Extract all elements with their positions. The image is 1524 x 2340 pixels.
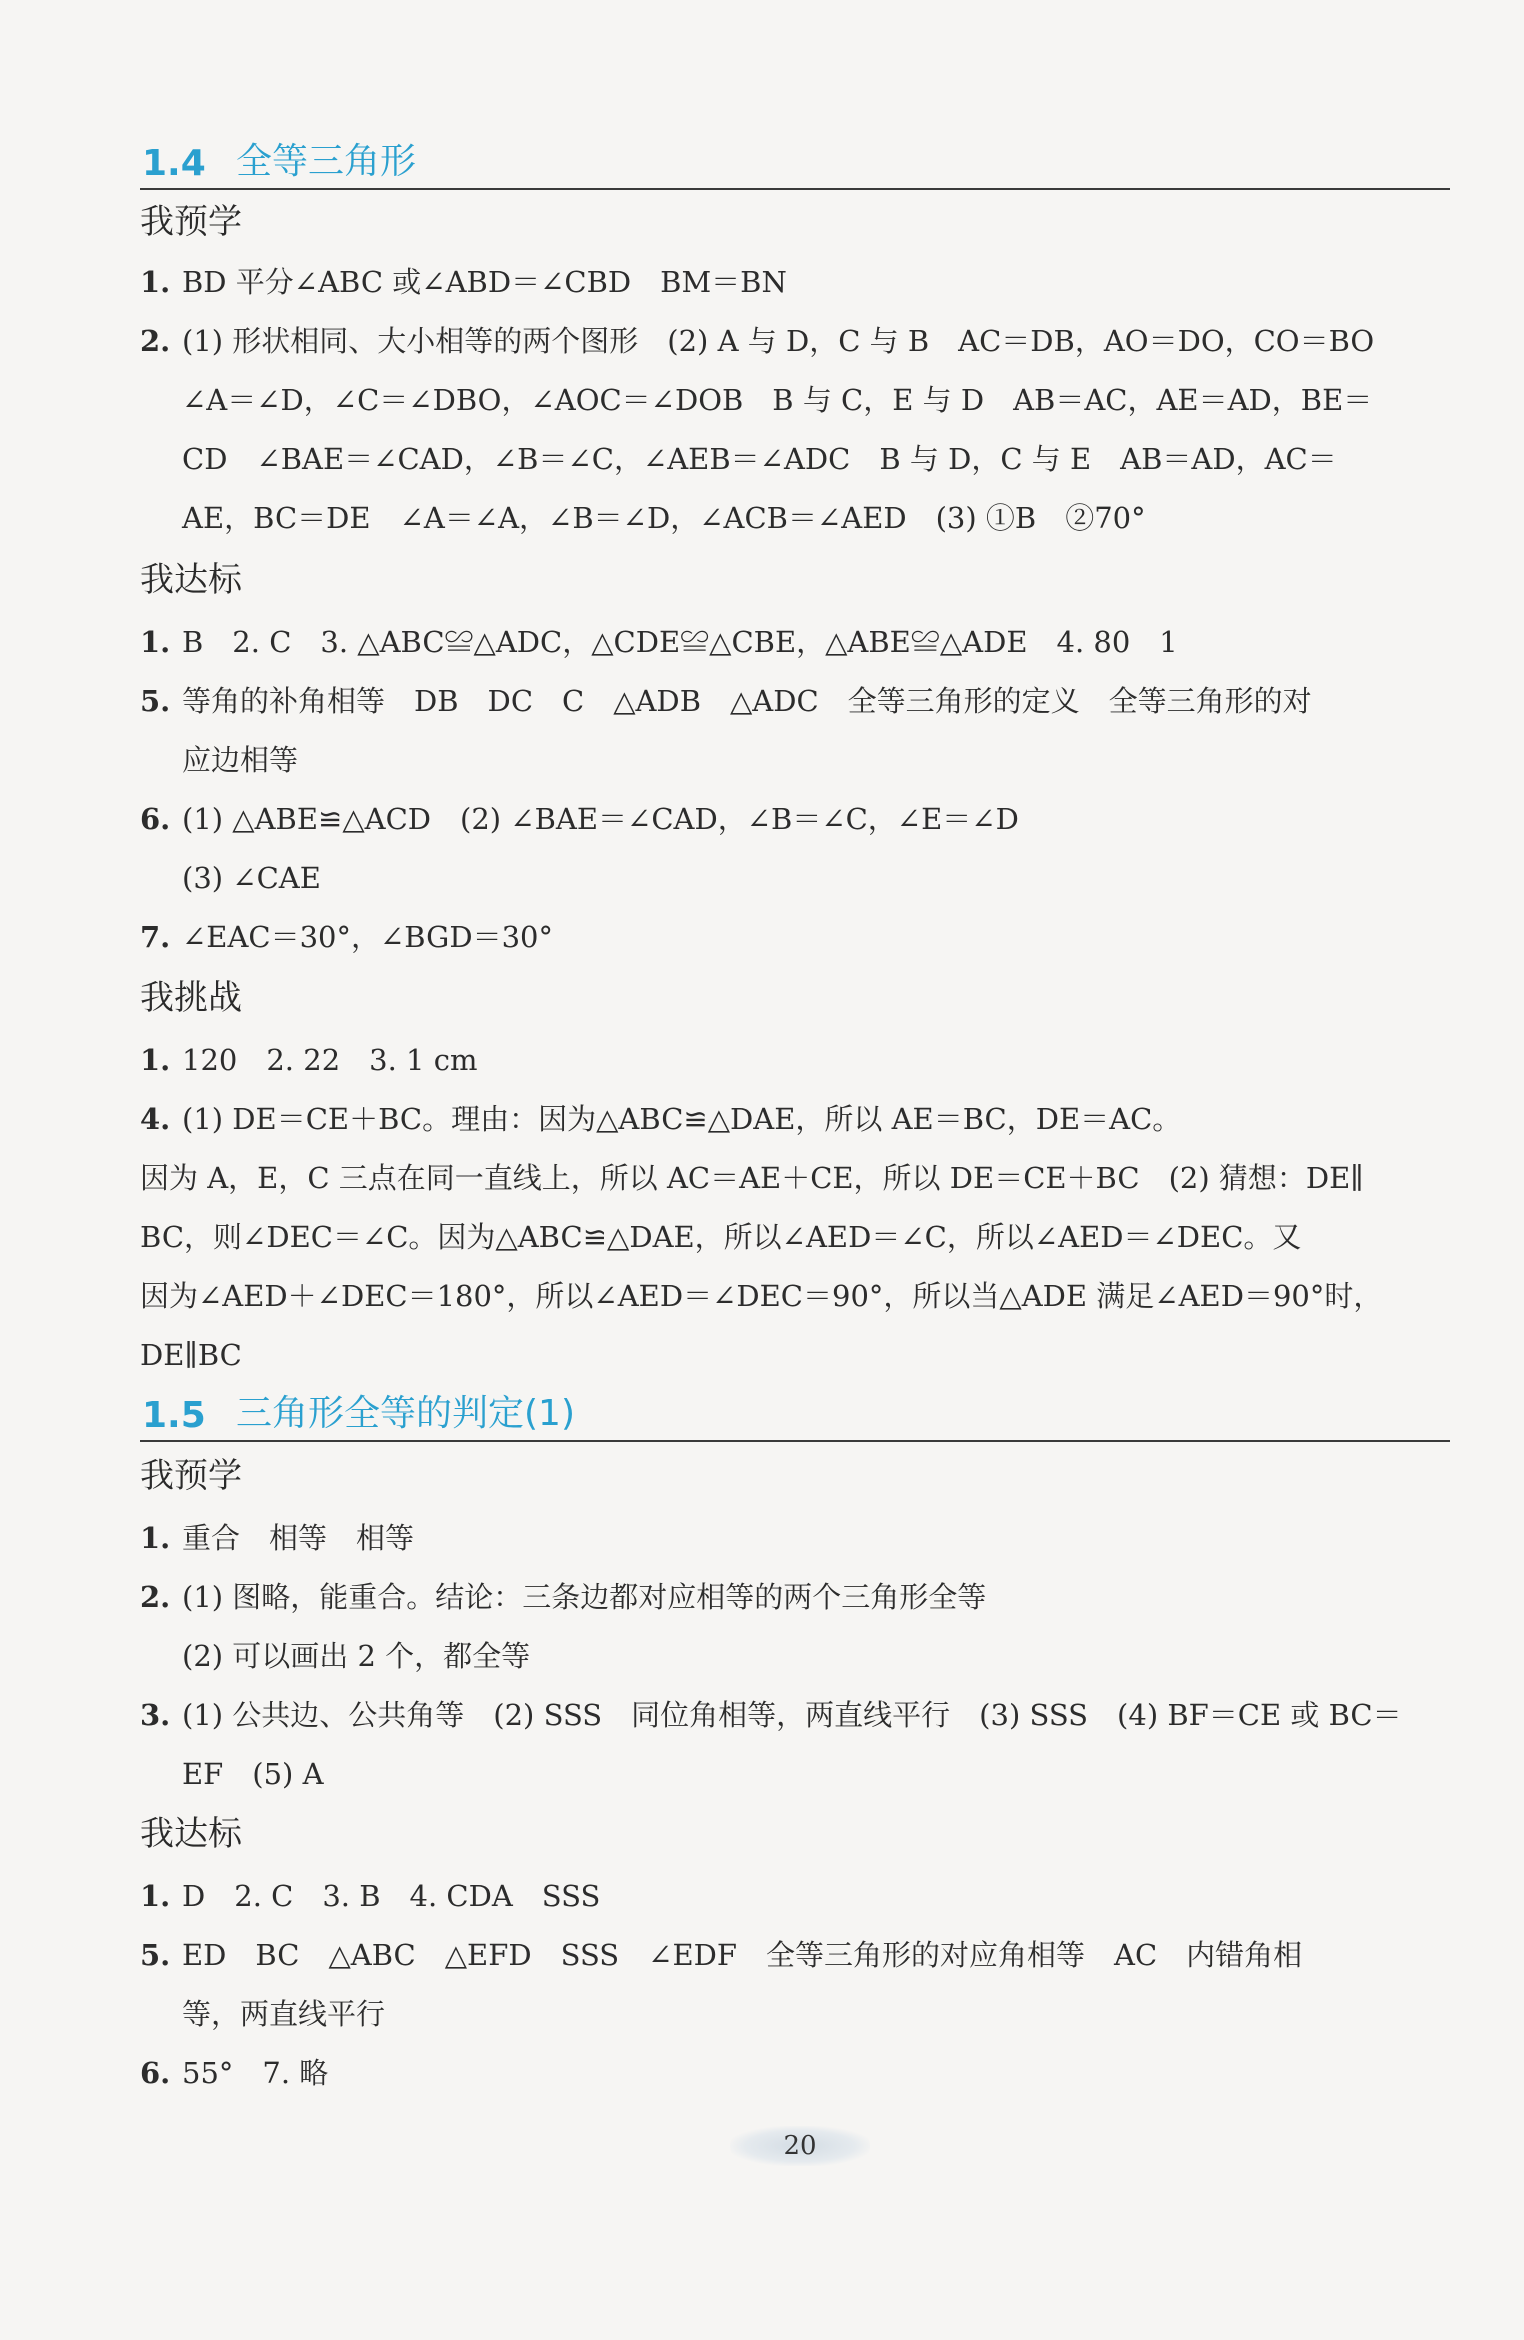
answer-line: CD ∠BAE＝∠CAD，∠B＝∠C，∠AEB＝∠ADC B 与 D，C 与 E AB＝AD，AC＝ [182,442,1337,476]
answer-line: 1. B 2. C 3. △ABC≌△ADC，△CDE≌△CBE，△ABE≌△ADE 4. 80 1 [140,625,1178,659]
subheading-standard: 我达标 [140,1814,242,1854]
answer-line: ∠A＝∠D，∠C＝∠DBO，∠AOC＝∠DOB B 与 C，E 与 D AB＝AC，AE＝AD，BE＝ [182,383,1373,417]
page-number: 20 [730,2126,870,2166]
answer-line: BC，则∠DEC＝∠C。因为△ABC≌△DAE，所以∠AED＝∠C，所以∠AED＝∠DEC。又 [140,1220,1302,1254]
subheading-standard: 我达标 [140,560,242,600]
answer-line: 2. (1) 图略，能重合。结论：三条边都对应相等的两个三角形全等 [140,1580,987,1614]
section-number: 1.5 [142,1395,206,1436]
answer-line: 3. (1) 公共边、公共角等 (2) SSS 同位角相等，两直线平行 (3) SSS (4) BF＝CE 或 BC＝ [140,1698,1402,1732]
answer-line: 7. ∠EAC＝30°，∠BGD＝30° [140,920,553,954]
answer-line: 4. (1) DE＝CE＋BC。理由：因为△ABC≌△DAE，所以 AE＝BC，DE＝AC。 [140,1102,1182,1136]
answer-line: 5. 等角的补角相等 DB DC C △ADB △ADC 全等三角形的定义 全等三角形的对 [140,684,1312,718]
answer-line: 6. (1) △ABE≌△ACD (2) ∠BAE＝∠CAD，∠B＝∠C，∠E＝∠D [140,802,1019,836]
answer-line: (2) 可以画出 2 个，都全等 [182,1639,531,1673]
answer-line: 1. D 2. C 3. B 4. CDA SSS [140,1879,601,1913]
answer-line: AE，BC＝DE ∠A＝∠A，∠B＝∠D，∠ACB＝∠AED (3) ①B ②70° [182,501,1146,535]
answer-line: 5. ED BC △ABC △EFD SSS ∠EDF 全等三角形的对应角相等 AC 内错角相 [140,1938,1303,1972]
answer-line: 6. 55° 7. 略 [140,2056,329,2090]
section-title: 三角形全等的判定(1) [236,1393,575,1434]
answer-line: (3) ∠CAE [182,861,321,895]
section-header-1-4 [140,134,1450,190]
answer-line: 1. BD 平分∠ABC 或∠ABD＝∠CBD BM＝BN [140,265,787,299]
answer-line: 2. (1) 形状相同、大小相等的两个图形 (2) A 与 D，C 与 B AC＝DB，AO＝DO，CO＝BO [140,324,1375,358]
answer-line: 1. 重合 相等 相等 [140,1521,415,1555]
answer-line: EF (5) A [182,1757,324,1791]
answer-line: 等，两直线平行 [182,1997,386,2031]
section-header-1-5 [140,1386,1450,1442]
answer-line: DE∥BC [140,1338,242,1372]
subheading-challenge: 我挑战 [140,978,242,1018]
section-number: 1.4 [142,143,206,184]
answer-line: 应边相等 [182,743,299,777]
answer-line: 1. 120 2. 22 3. 1 cm [140,1043,478,1077]
answer-line: 因为 A，E，C 三点在同一直线上，所以 AC＝AE＋CE，所以 DE＝CE＋BC (2) 猜想：DE∥ [140,1161,1364,1195]
subheading-preview: 我预学 [140,1456,242,1496]
subheading-preview: 我预学 [140,202,242,242]
section-title: 全等三角形 [236,141,417,182]
answer-line: 因为∠AED＋∠DEC＝180°，所以∠AED＝∠DEC＝90°，所以当△ADE 满足∠AED＝90°时， [140,1279,1383,1313]
